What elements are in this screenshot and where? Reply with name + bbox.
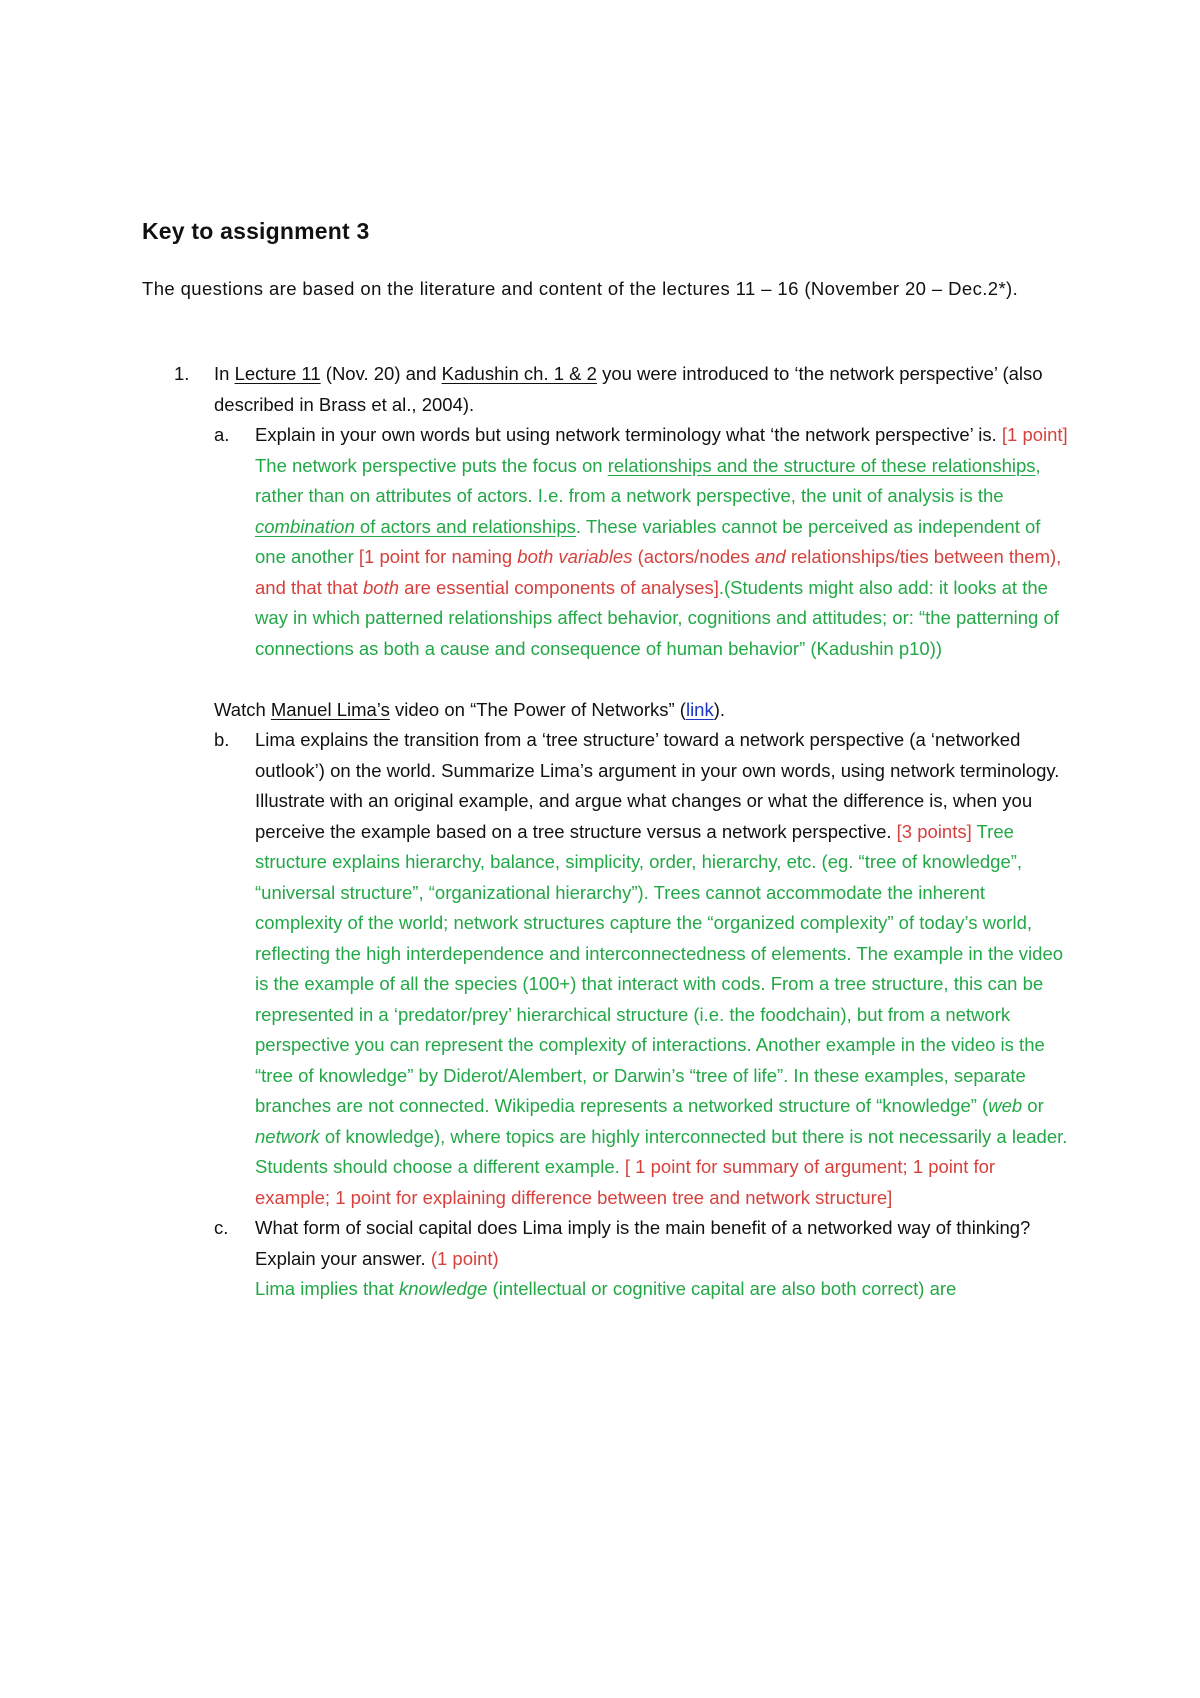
- grading-criteria-a: [1 point for naming both variables (actors/nodes and relationships/ties between them), and that that both are essential components of analyses]: [255, 546, 1062, 598]
- grading-criteria-b: [ 1 point for summary of argument; 1 point for example; 1 point for explaining difference between tree and network structure]: [255, 1156, 996, 1208]
- question-b-text: Lima explains the transition from a ‘tree structure’ toward a network perspective (a ‘networked outlook’) on the world. Summarize Lima’s argument in your own words, using network terminology. Illustrate with an original example, and argue what changes or what the difference is, when you perceive the example based on a tree structure versus a network perspective.: [255, 729, 1060, 842]
- lecture-11-link[interactable]: Lecture 11: [234, 363, 321, 384]
- q1-suffix: you were introduced to ‘the network perspective’ (also described in Brass et al., 2004).: [214, 363, 1043, 415]
- answer-a-italic: combination: [255, 515, 355, 537]
- question-c-text: What form of social capital does Lima imply is the main benefit of a networked way of thinking? Explain your answer.: [255, 1217, 1031, 1269]
- manuel-lima-link[interactable]: Manuel Lima’s: [270, 698, 390, 720]
- subquestion-b: [214, 725, 1072, 1213]
- answer-a-emphasis-rest: of actors and relationships: [354, 515, 576, 537]
- watch-video-line: Watch Manuel Lima’s video on “The Power of Networks” (link).: [214, 698, 726, 720]
- question-a-text: Explain in your own words but using network terminology what ‘the network perspective’ is.: [255, 424, 1002, 445]
- answer-b-italic-2: network: [255, 1125, 320, 1147]
- answer-a-text-1: The network perspective puts the focus on: [255, 454, 608, 476]
- answer-b-italic-1: web: [988, 1095, 1023, 1116]
- subquestion-c: [214, 1213, 1072, 1305]
- q1-mid: (Nov. 20) and: [320, 363, 442, 384]
- list-letter: a.: [214, 424, 230, 445]
- answer-c-text-1: Lima implies that: [255, 1278, 399, 1299]
- list-letter: b.: [214, 729, 230, 750]
- answer-c-text-2: (intellectual or cognitive capital are also both correct) are: [487, 1278, 957, 1299]
- q1-prefix: In: [214, 363, 235, 384]
- answer-c-italic: knowledge: [398, 1278, 488, 1299]
- answer-a-text-3: . These variables cannot be perceived as independent of one another: [255, 515, 1041, 567]
- answer-b-text-3: of knowledge), where topics are highly interconnected but there is not necessarily a leader. Students should choose a different example.: [255, 1125, 1068, 1177]
- video-link[interactable]: link: [685, 698, 714, 720]
- answer-b-text-1: Tree structure explains hierarchy, balance, simplicity, order, hierarchy, etc. (eg. “tree of knowledge”, “universal structure”, “organizational hierarchy”). Trees cannot accommodate the inherent complexity of the world; network structures capture the “organized complexity” of today’s world, reflecting the high interdependence and interconnectedness of elements. The example in the video is the example of all the species (100+) that interact with cods. From a tree structure, this can be represented in a ‘predator/prey’ hierarchical structure (i.e. the foodchain), but from a network perspective you can represent the complexity of interactions. Another example in the video is the “tree of knowledge” by Diderot/Alembert, or Darwin’s “tree of life”. In these examples, separate branches are not connected. Wikipedia represents a networked structure of “knowledge” (: [255, 820, 1064, 1116]
- page-title: Key to assignment 3: [142, 218, 370, 244]
- answer-a-emphasis-1: relationships and the structure of these relationships: [607, 454, 1036, 476]
- subquestion-a: [214, 420, 1072, 664]
- answer-a-emphasis-2: [255, 516, 576, 537]
- intro-paragraph: The questions are based on the literature and content of the lectures 11 – 16 (November 20 – Dec.2*).: [142, 278, 1019, 299]
- points-label: [3 points]: [896, 820, 972, 842]
- list-letter: c.: [214, 1217, 229, 1238]
- list-number: 1.: [174, 363, 190, 384]
- answer-a-text-2: , rather than on attributes of actors. I.e. from a network perspective, the unit of analysis is the: [255, 454, 1041, 506]
- question-1: [142, 359, 1072, 1305]
- points-label: [1 point]: [1001, 424, 1068, 445]
- kadushin-link[interactable]: Kadushin ch. 1 & 2: [441, 363, 597, 384]
- answer-a-text-4: .(Students might also add: it looks at the way in which patterned relationships affect behavior, cognitions and attitudes; or: “the patterning of connections as both a cause and consequence of human behavior” (Kadushin p10)): [255, 576, 1059, 659]
- points-label: (1 point): [430, 1247, 499, 1269]
- answer-b-text-2: or: [1022, 1095, 1044, 1116]
- question-1-prompt: [142, 359, 1072, 420]
